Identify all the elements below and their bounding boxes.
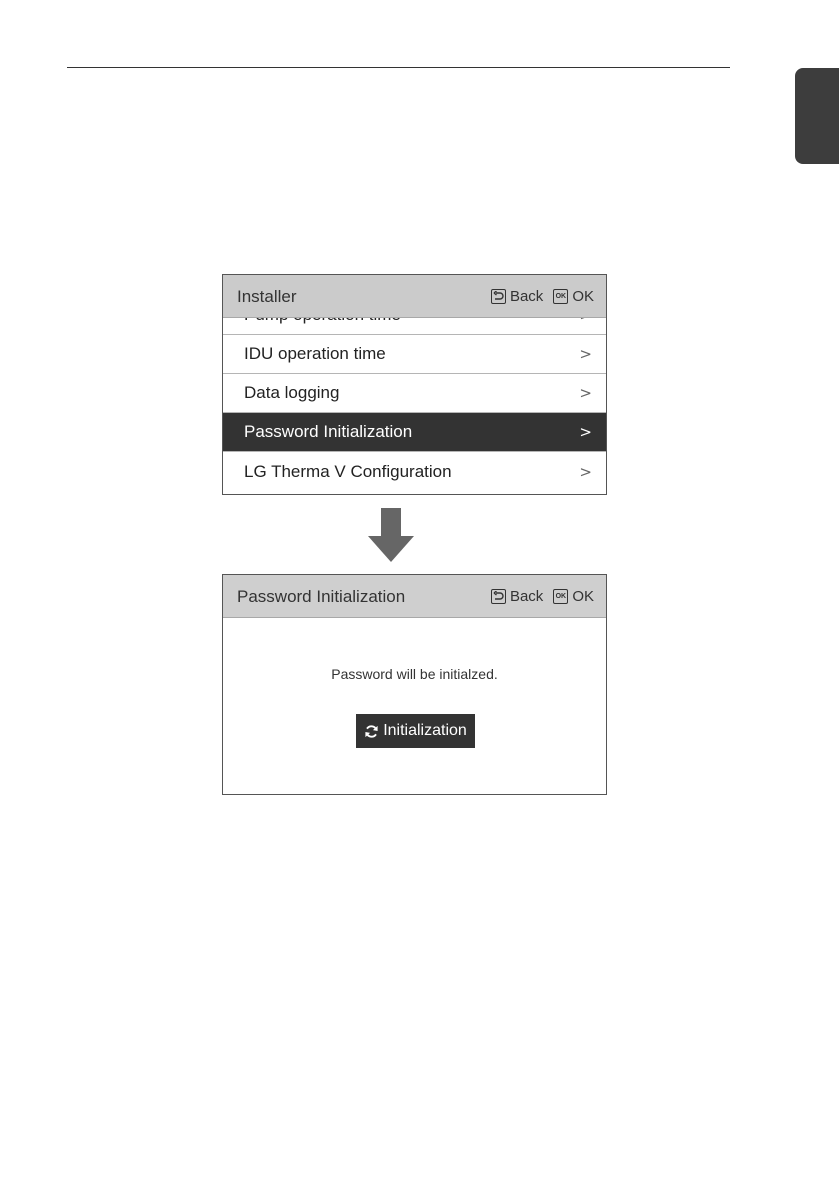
ok-label: OK — [572, 587, 594, 605]
back-label: Back — [509, 287, 544, 305]
ok-icon: OK — [553, 589, 568, 604]
refresh-icon — [364, 724, 379, 739]
header-controls — [481, 588, 594, 605]
initialization-button[interactable] — [356, 714, 475, 748]
page-title: Installer — [237, 287, 297, 306]
list-item-label: Data logging — [244, 383, 340, 402]
list-item-lg-therma-v-configuration[interactable] — [223, 452, 606, 491]
chevron-right-icon: > — [579, 384, 592, 402]
dialog-body — [223, 618, 606, 793]
initialization-button-label: Initialization — [383, 722, 467, 739]
back-icon — [491, 589, 506, 604]
back-icon — [491, 289, 506, 304]
list-item-label: Password Initialization — [244, 422, 413, 441]
list-item-data-logging[interactable] — [223, 374, 606, 413]
header-controls — [481, 288, 594, 305]
ok-label: OK — [572, 287, 594, 305]
ok-button[interactable] — [553, 288, 594, 305]
installer-screen — [222, 274, 607, 495]
list-item-label: IDU operation time — [244, 344, 386, 363]
ok-icon: OK — [553, 289, 568, 304]
installer-menu-list — [223, 296, 606, 491]
password-initialization-screen — [222, 574, 607, 795]
back-button[interactable] — [491, 588, 543, 605]
chevron-right-icon: > — [579, 462, 592, 481]
language-tab — [795, 68, 839, 164]
back-label: Back — [509, 587, 544, 605]
page-title: Password Initialization — [237, 587, 406, 606]
list-item-idu-operation-time[interactable] — [223, 335, 606, 374]
password-initialization-header — [223, 575, 606, 618]
dialog-message: Password will be initialzed. — [331, 666, 498, 682]
list-item-password-initialization[interactable] — [223, 413, 606, 452]
ok-button[interactable] — [553, 588, 594, 605]
arrow-down-icon — [368, 508, 414, 562]
chevron-right-icon: > — [579, 345, 592, 363]
page-top-rule — [67, 67, 730, 68]
back-button[interactable] — [491, 288, 543, 305]
installer-header — [223, 275, 606, 318]
list-item-label: LG Therma V Configuration — [244, 461, 452, 481]
chevron-right-icon: > — [579, 423, 592, 441]
